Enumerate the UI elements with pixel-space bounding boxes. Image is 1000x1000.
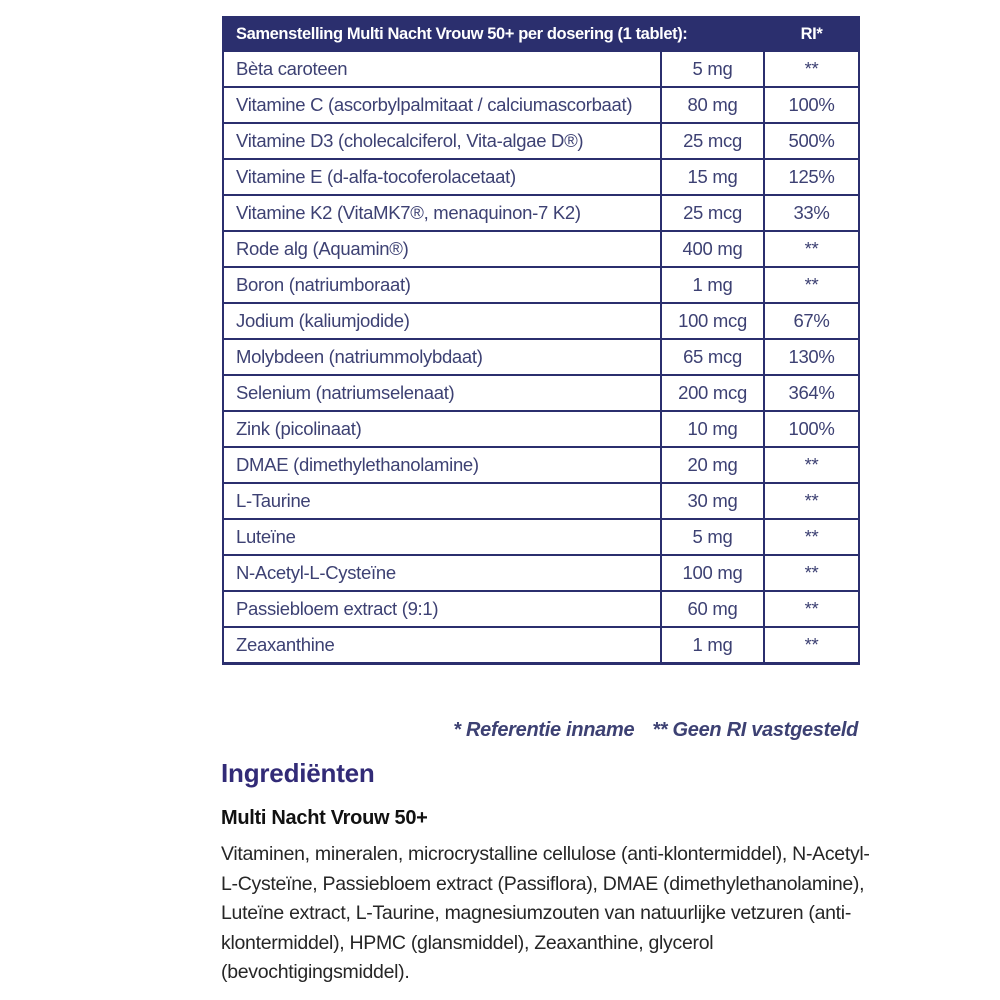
table-row [223, 339, 859, 375]
table-row [223, 447, 859, 483]
ingredient-amount: 5 mg [661, 51, 764, 87]
table-row [223, 87, 859, 123]
table-row [223, 627, 859, 663]
table-row [223, 483, 859, 519]
ingredient-amount: 25 mcg [661, 195, 764, 231]
ingredients-product-name: Multi Nacht Vrouw 50+ [221, 807, 428, 829]
ingredient-amount: 20 mg [661, 447, 764, 483]
ingredient-ri: 500% [764, 123, 859, 159]
ingredient-ri: ** [764, 483, 859, 519]
ingredient-name: Passiebloem extract (9:1) [223, 591, 661, 627]
composition-table [222, 16, 860, 665]
table-row [223, 375, 859, 411]
ingredient-ri: ** [764, 231, 859, 267]
ingredient-ri: 100% [764, 87, 859, 123]
ingredient-ri: 364% [764, 375, 859, 411]
ingredient-amount: 5 mg [661, 519, 764, 555]
ingredient-ri: 125% [764, 159, 859, 195]
ingredient-amount: 100 mg [661, 555, 764, 591]
ingredient-ri: ** [764, 627, 859, 663]
ingredient-name: DMAE (dimethylethanolamine) [223, 447, 661, 483]
ingredient-amount: 30 mg [661, 483, 764, 519]
ingredient-ri: ** [764, 267, 859, 303]
ingredient-ri: ** [764, 591, 859, 627]
table-footnote [222, 719, 858, 742]
ingredient-name: Selenium (natriumselenaat) [223, 375, 661, 411]
table-row [223, 231, 859, 267]
ingredient-name: Vitamine D3 (cholecalciferol, Vita-algae D®) [223, 123, 661, 159]
ingredient-amount: 10 mg [661, 411, 764, 447]
ingredient-name: Boron (natriumboraat) [223, 267, 661, 303]
ingredient-name: Bèta caroteen [223, 51, 661, 87]
ingredient-amount: 25 mcg [661, 123, 764, 159]
ingredient-ri: 130% [764, 339, 859, 375]
ingredient-amount: 100 mcg [661, 303, 764, 339]
table-row [223, 123, 859, 159]
table-header-row [223, 17, 859, 51]
ingredient-ri: ** [764, 519, 859, 555]
footnote-reference-inname: * Referentie inname [453, 719, 635, 741]
table-row [223, 591, 859, 627]
ingredient-name: Vitamine E (d-alfa-tocoferolacetaat) [223, 159, 661, 195]
ingredient-name: L-Taurine [223, 483, 661, 519]
ingredient-ri: ** [764, 555, 859, 591]
ingredients-description: Vitaminen, mineralen, microcrystalline cellulose (anti-klontermiddel), N-Acetyl-L-Cysteïne, Passiebloem extract (Passiflora), DMAE (dimethylethanolamine), Luteïne extract, L-Taurine, magnesiumzouten van natuurlijke vetzuren (anti-klontermiddel), HPMC (glansmiddel), Zeaxanthine, glycerol (bevochtigingsmiddel). [221, 843, 870, 983]
composition-table-body [223, 51, 859, 663]
ingredient-ri: 33% [764, 195, 859, 231]
ingredient-name: Jodium (kaliumjodide) [223, 303, 661, 339]
table-row [223, 411, 859, 447]
ingredient-ri: ** [764, 447, 859, 483]
ingredient-amount: 65 mcg [661, 339, 764, 375]
table-row [223, 159, 859, 195]
ingredient-amount: 80 mg [661, 87, 764, 123]
ingredient-amount: 1 mg [661, 627, 764, 663]
footnote-geen-ri: ** Geen RI vastgesteld [652, 719, 858, 741]
ingredient-name: Vitamine C (ascorbylpalmitaat / calciumascorbaat) [223, 87, 661, 123]
ingredient-amount: 15 mg [661, 159, 764, 195]
ingredient-name: Zink (picolinaat) [223, 411, 661, 447]
ingredient-name: Molybdeen (natriummolybdaat) [223, 339, 661, 375]
table-header-ri: RI* [764, 17, 859, 51]
ingredient-name: Rode alg (Aquamin®) [223, 231, 661, 267]
ingredients-section [221, 758, 871, 988]
table-row [223, 195, 859, 231]
ingredient-ri: 100% [764, 411, 859, 447]
ingredient-name: Luteïne [223, 519, 661, 555]
ingredient-name: N-Acetyl-L-Cysteïne [223, 555, 661, 591]
table-row [223, 303, 859, 339]
table-row [223, 555, 859, 591]
ingredients-heading: Ingrediënten [221, 758, 375, 788]
ingredient-amount: 1 mg [661, 267, 764, 303]
ingredient-name: Vitamine K2 (VitaMK7®, menaquinon-7 K2) [223, 195, 661, 231]
ingredient-amount: 60 mg [661, 591, 764, 627]
ingredient-ri: ** [764, 51, 859, 87]
ingredient-name: Zeaxanthine [223, 627, 661, 663]
table-row [223, 267, 859, 303]
ingredient-amount: 400 mg [661, 231, 764, 267]
table-row [223, 51, 859, 87]
table-header-title: Samenstelling Multi Nacht Vrouw 50+ per dosering (1 tablet): [223, 17, 764, 51]
ingredient-ri: 67% [764, 303, 859, 339]
table-row [223, 519, 859, 555]
ingredient-amount: 200 mcg [661, 375, 764, 411]
